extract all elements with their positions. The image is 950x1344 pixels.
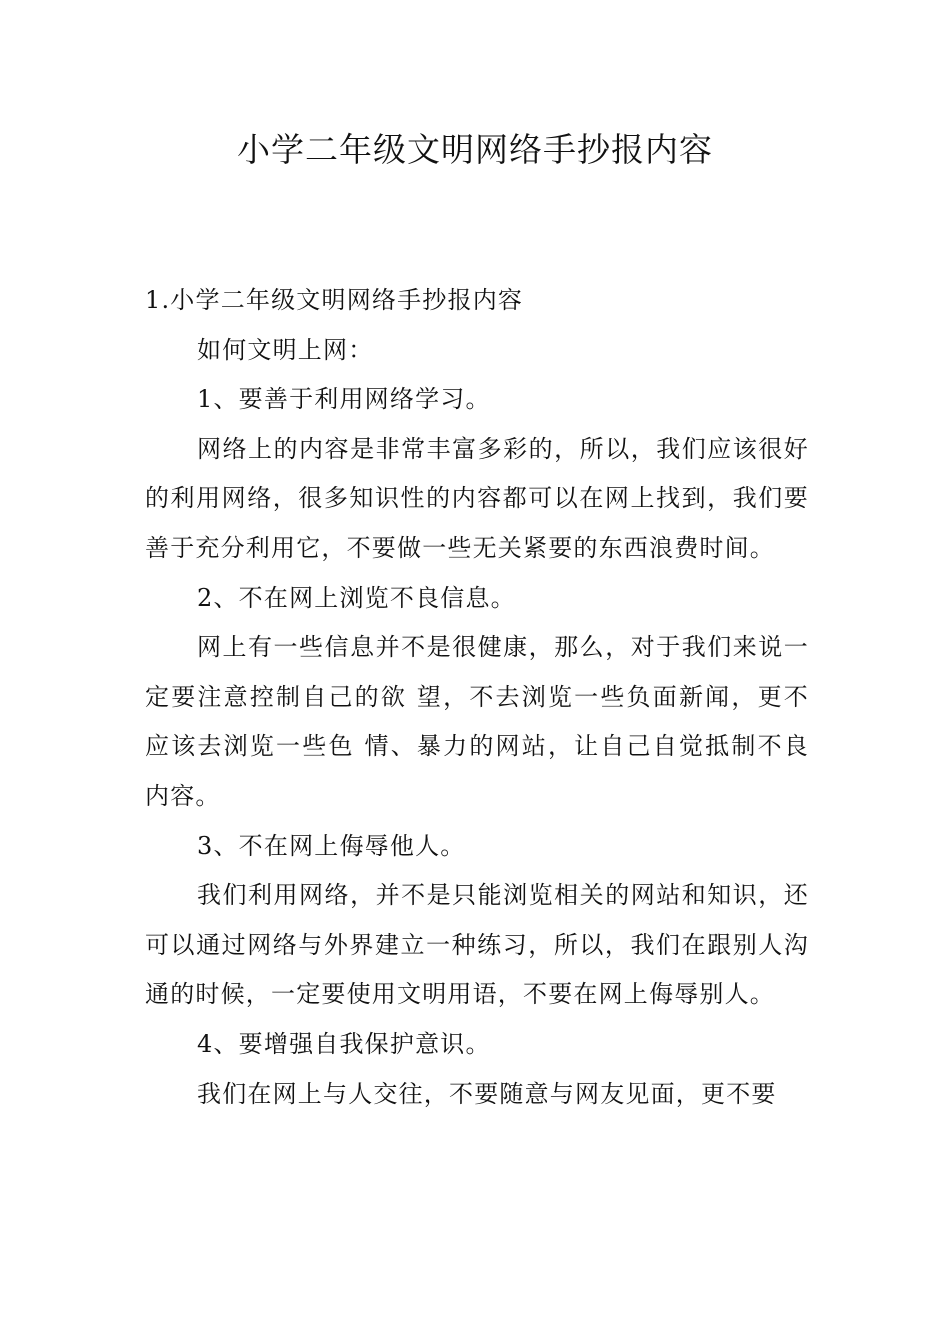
list-item-heading: 2、不在网上浏览不良信息。	[197, 583, 516, 612]
list-item-heading: 1、要善于利用网络学习。	[197, 385, 491, 414]
paragraph: 网上有一些信息并不是很健康，那么，对于我们来说一定要注意控制自己的欲 望，不去浏览一些负面新闻，更不应该去浏览一些色 情、暴力的网站，让自己自觉抵制不良内容。	[145, 633, 809, 810]
paragraph: 网络上的内容是非常丰富多彩的，所以，我们应该很好的利用网络，很多知识性的内容都可以在网上找到，我们要善于充分利用它，不要做一些无关紧要的东西浪费时间。	[145, 434, 809, 562]
list-item-heading: 3、不在网上侮辱他人。	[197, 831, 466, 860]
paragraph: 我们利用网络，并不是只能浏览相关的网站和知识，还可以通过网络与外界建立一种练习，所以，我们在跟别人沟通的时候，一定要使用文明用语，不要在网上侮辱别人。	[145, 881, 809, 1009]
list-item-heading: 4、要增强自我保护意识。	[197, 1029, 491, 1058]
page-title: 小学二年级文明网络手抄报内容	[237, 130, 713, 169]
paragraph: 我们在网上与人交往，不要随意与网友见面，更不要	[197, 1079, 777, 1108]
section-heading: 1.小学二年级文明网络手抄报内容	[145, 286, 524, 314]
paragraph: 如何文明上网：	[197, 335, 374, 364]
document-body	[145, 276, 809, 1119]
